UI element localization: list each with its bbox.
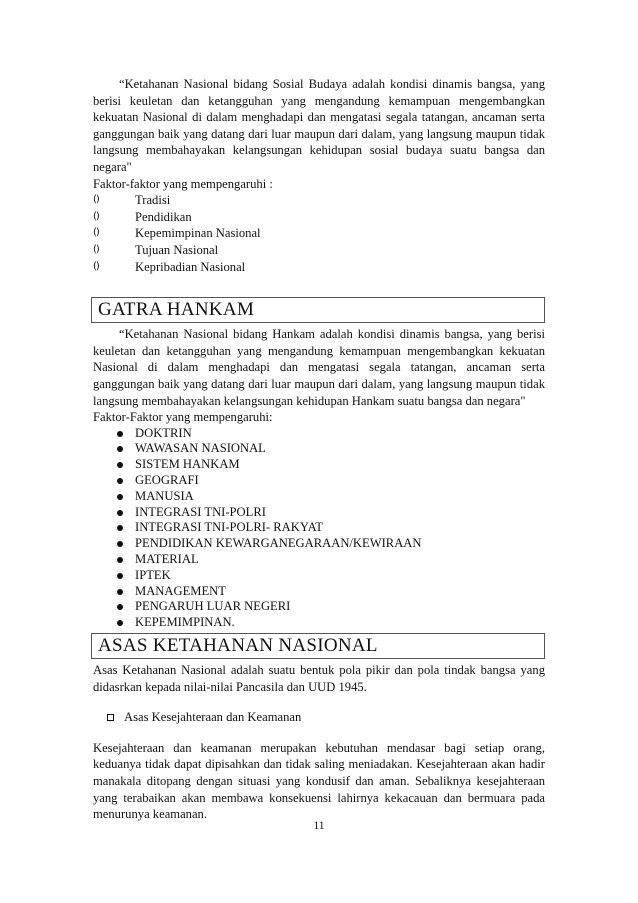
circle-bullet-icon: () bbox=[93, 210, 99, 222]
list-item: DOKTRIN bbox=[93, 426, 545, 442]
sosbud-factors-label: Faktor-faktor yang mempengaruhi : bbox=[93, 176, 273, 191]
circle-bullet-icon: () bbox=[93, 194, 99, 206]
list-item: SISTEM HANKAM bbox=[93, 457, 545, 473]
list-item: KEPEMIMPINAN. bbox=[93, 615, 545, 631]
bullet-icon bbox=[117, 446, 123, 452]
hankam-definition: “Ketahanan Nasional bidang Hankam adalah kondisi dinamis bangsa, yang berisi keuletan dan ketangguhan yang mengandung kemampuan mengembangkan kekuatan Nasional di dalam menghadapi dan mengatasi segala tatangan, ancaman serta ganggungan baik yang datang dari luar maupun dari dalam, yang langsung maupun tidak langsung membahayakan kelangsungan kehidupan Hankam suatu bangsa dan negara" bbox=[93, 327, 545, 408]
page-content bbox=[93, 76, 545, 823]
sosbud-definition: “Ketahanan Nasional bidang Sosial Budaya adalah kondisi dinamis bangsa, yang berisi keuletan dan ketangguhan yang mengandung kemampuan mengembangkan kekuatan Nasional di dalam menghadapi dan mengatasi segala tatangan, ancaman serta ganggungan baik yang datang dari luar maupun dari dalam, yang langsung maupun tidak langsung membahayakan kelangsungan kehidupan sosial budaya suatu bangsa dan negara" bbox=[93, 77, 545, 174]
list-item: PENDIDIKAN KEWARGANEGARAAN/KEWIRAAN bbox=[93, 536, 545, 552]
list-item: () Tujuan Nasional bbox=[93, 242, 219, 257]
bullet-icon bbox=[117, 620, 123, 626]
bullet-icon bbox=[117, 604, 123, 610]
bullet-icon bbox=[117, 462, 123, 468]
list-item: WAWASAN NASIONAL bbox=[93, 441, 545, 457]
asas-heading: ASAS KETAHANAN NASIONAL bbox=[91, 633, 545, 659]
bullet-icon bbox=[117, 494, 123, 500]
list-item: INTEGRASI TNI-POLRI bbox=[93, 505, 545, 521]
bullet-icon bbox=[117, 589, 123, 595]
list-item: IPTEK bbox=[93, 568, 545, 584]
list-item: INTEGRASI TNI-POLRI- RAKYAT bbox=[93, 520, 545, 536]
bullet-icon bbox=[117, 525, 123, 531]
list-item: MANUSIA bbox=[93, 489, 545, 505]
list-item: () Kepribadian Nasional bbox=[93, 259, 246, 274]
checkbox-bullet-icon bbox=[107, 714, 114, 721]
asas-definition: Asas Ketahanan Nasional adalah suatu bentuk pola pikir dan pola tindak bangsa yang didasrkan kepada nilai-nilai Pancasila dan UUD 1945. bbox=[93, 663, 545, 694]
asas-sub-item: Asas Kesejahteraan dan Keamanan bbox=[93, 709, 545, 726]
list-item: () Tradisi bbox=[93, 193, 171, 208]
hankam-factor-list bbox=[93, 426, 545, 631]
list-item: () Pendidikan bbox=[93, 209, 192, 224]
list-item: PENGARUH LUAR NEGERI bbox=[93, 599, 545, 615]
bullet-icon bbox=[117, 541, 123, 547]
bullet-icon bbox=[117, 573, 123, 579]
hankam-heading: GATRA HANKAM bbox=[91, 297, 545, 323]
bullet-icon bbox=[117, 431, 123, 437]
circle-bullet-icon: () bbox=[93, 260, 99, 272]
list-item: () Kepemimpinan Nasional bbox=[93, 226, 261, 241]
list-item: MATERIAL bbox=[93, 552, 545, 568]
circle-bullet-icon: () bbox=[93, 243, 99, 255]
bullet-icon bbox=[117, 510, 123, 516]
circle-bullet-icon: () bbox=[93, 227, 99, 239]
asas-body: Kesejahteraan dan keamanan merupakan kebutuhan mendasar bagi setiap orang, keduanya tidak dapat dipisahkan dan tidak saling meniadakan. Kesejahteraan akan hadir manakala ditopang dengan situasi yang kondusif dan aman. Sebaliknya kesejahteraan yang terabaikan akan membawa konsekuensi lahirnya kekacauan dan bermuara pada menurunya keamanan. bbox=[93, 740, 545, 822]
bullet-icon bbox=[117, 557, 123, 563]
sosbud-factor-list bbox=[93, 192, 545, 275]
hankam-factors-label: Faktor-Faktor yang mempengaruhi: bbox=[93, 410, 273, 425]
page-number: 11 bbox=[313, 820, 325, 832]
bullet-icon bbox=[117, 478, 123, 484]
list-item: GEOGRAFI bbox=[93, 473, 545, 489]
list-item: MANAGEMENT bbox=[93, 584, 545, 600]
